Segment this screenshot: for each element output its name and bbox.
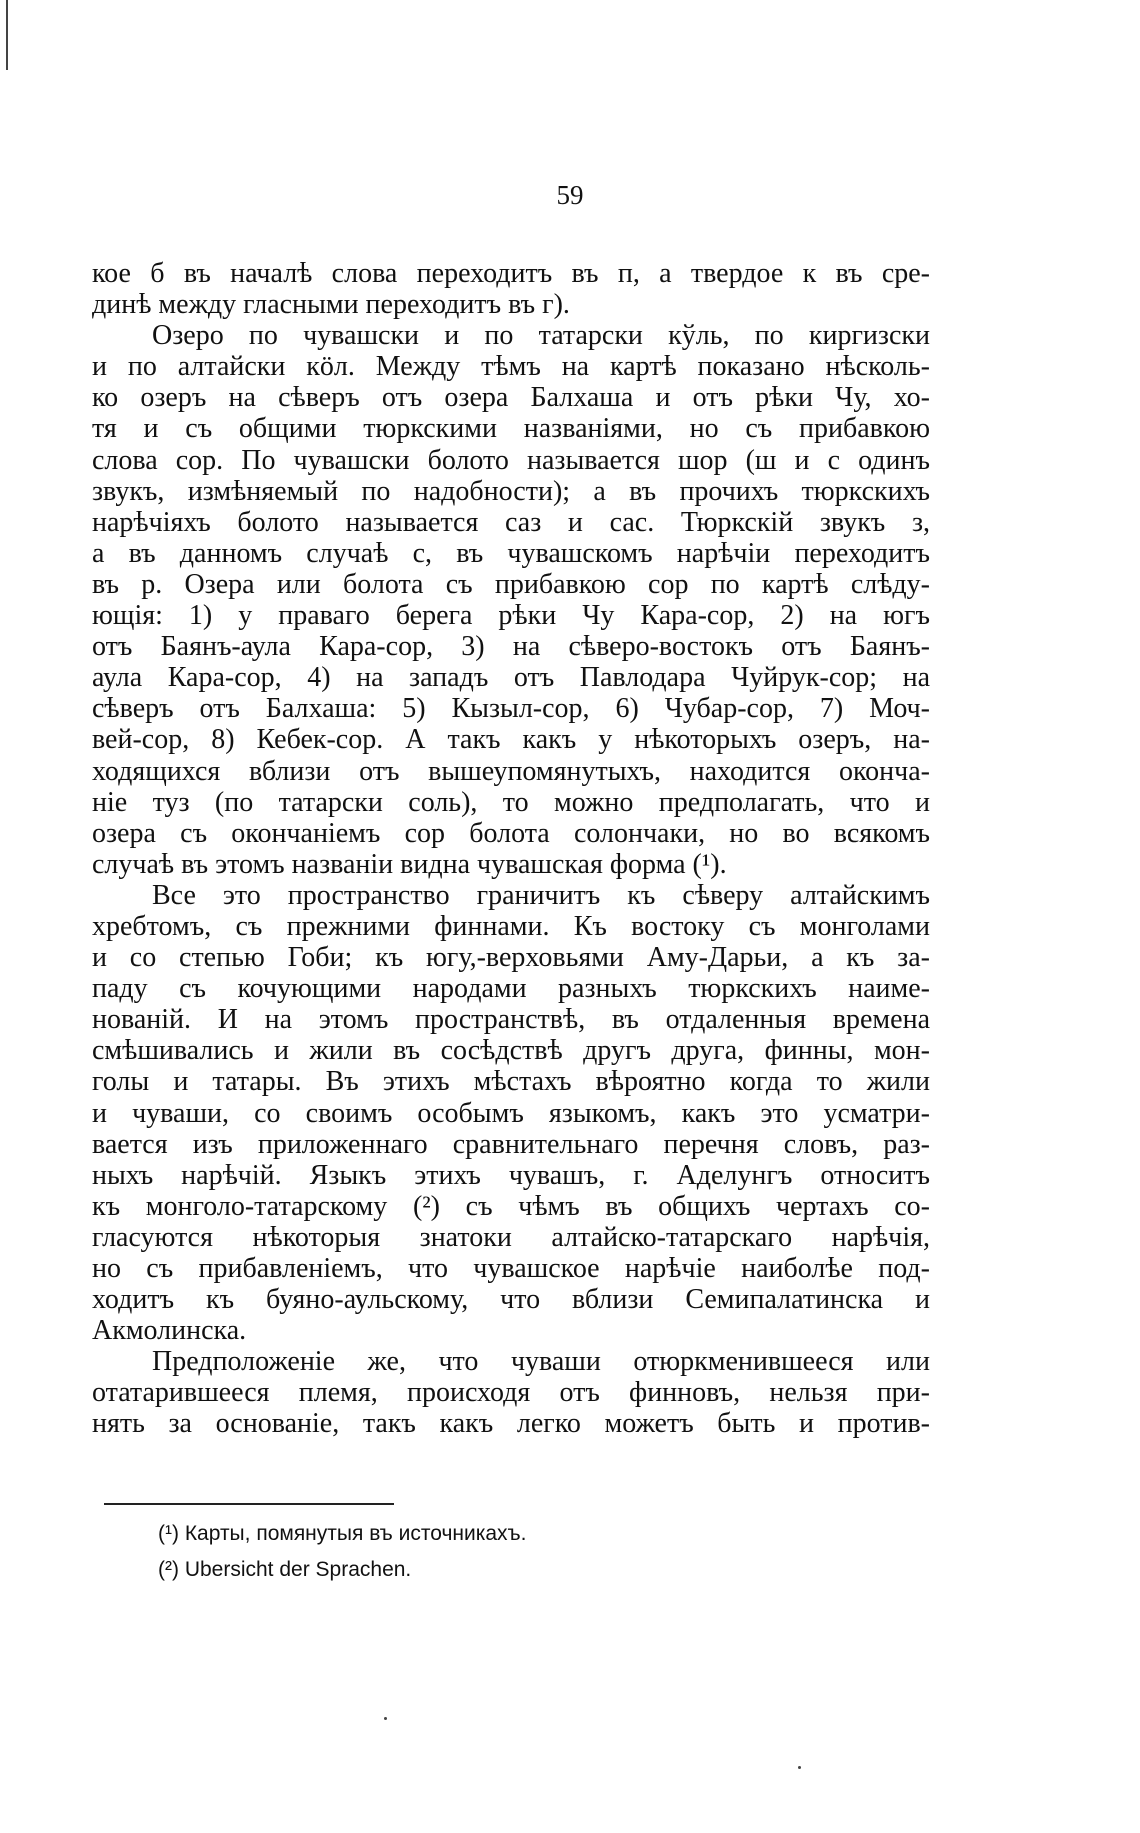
footnote-1: (¹) Карты, помянутыя въ источникахъ.: [158, 1522, 527, 1545]
text-line: отатарившееся племя, происходя отъ финновъ, нельзя при-: [92, 1377, 930, 1409]
text-line: а въ данномъ случаѣ с, въ чувашскомъ нарѣчіи переходитъ: [92, 537, 930, 569]
text-line: нарѣчіяхъ болото называется саз и сас. Тюркскій звукъ з,: [92, 506, 930, 538]
text-line: Все это пространство граничитъ къ сѣверу алтайскимъ: [152, 879, 930, 911]
text-line: голы и татары. Въ этихъ мѣстахъ вѣроятно когда то жили: [92, 1066, 930, 1098]
paragraph-1: [92, 258, 930, 320]
paragraph-3: [92, 880, 930, 1346]
text-line: хребтомъ, съ прежними финнами. Къ востоку съ монголами: [92, 910, 930, 942]
text-line: и чуваши, со своимъ особымъ языкомъ, какъ это усматри-: [92, 1097, 930, 1129]
text-line: паду съ кочующими народами разныхъ тюркскихъ наиме-: [92, 973, 930, 1005]
text-line: и по алтайски кӧл. Между тѣмъ на картѣ показано нѣсколь-: [92, 351, 930, 383]
scan-speck: [384, 1717, 387, 1720]
text-line: ходящихся вблизи отъ вышеупомянутыхъ, находится оконча-: [92, 755, 930, 787]
text-line: въ р. Озера или болота съ прибавкою сор по картѣ слѣду-: [92, 568, 930, 600]
footnote-2: (²) Ubersicht der Sprachen.: [158, 1558, 412, 1581]
text-line: аула Кара-сор, 4) на западъ отъ Павлодара Чуйрук-сор; на: [92, 662, 930, 694]
footnote-separator: [104, 1503, 394, 1505]
text-line: Озеро по чувашски и по татарски кўль, по киргизски: [152, 320, 930, 352]
text-line: ходитъ къ буяно-аульскому, что вблизи Семипалатинска и: [92, 1284, 930, 1316]
text-line: Акмолинска.: [92, 1315, 247, 1347]
page-number: 59: [556, 180, 584, 210]
text-line: гласуются нѣкоторыя знатоки алтайско-татарскаго нарѣчія,: [92, 1221, 930, 1253]
text-line: къ монголо-татарскому (²) съ чѣмъ въ общихъ чертахъ со-: [92, 1190, 930, 1222]
text-line: нованій. И на этомъ пространствѣ, въ отдаленныя времена: [92, 1004, 930, 1036]
text-line: и со степью Гоби; къ югу,-верховьями Аму-Дарьи, а къ за-: [92, 942, 930, 974]
scan-edge-line: [6, 0, 8, 70]
text-line: случаѣ въ этомъ названіи видна чувашская форма (¹).: [92, 848, 727, 880]
text-line: озера съ окончаніемъ сор болота солончаки, но во всякомъ: [92, 817, 930, 849]
text-line: звукъ, измѣняемый по надобности); а въ прочихъ тюркскихъ: [92, 475, 930, 507]
text-line: тя и съ общими тюркскими названіями, но съ прибавкою: [92, 413, 930, 445]
text-line: смѣшивались и жили въ сосѣдствѣ другъ друга, финны, мон-: [92, 1035, 930, 1067]
text-line: вается изъ приложеннаго сравнительнаго перечня словъ, раз-: [92, 1128, 930, 1160]
text-line: но съ прибавленіемъ, что чувашское нарѣчіе наиболѣе под-: [92, 1253, 930, 1284]
main-text: [92, 258, 930, 1440]
text-line: ныхъ нарѣчій. Языкъ этихъ чувашъ, г. Аделунгъ относитъ: [92, 1159, 930, 1191]
text-line: кое б въ началѣ слова переходитъ въ п, а твердое к въ сре-: [92, 258, 930, 289]
text-line: ніе туз (по татарски соль), то можно предполагать, что и: [92, 786, 930, 818]
text-line: сѣверъ отъ Балхаша: 5) Кызыл-сор, 6) Чубар-сор, 7) Моч-: [92, 693, 930, 725]
footnotes: [158, 1516, 527, 1588]
text-line: динѣ между гласными переходитъ въ г).: [92, 289, 570, 321]
text-line: отъ Баянъ-аула Кара-сор, 3) на сѣверо-востокъ отъ Баянъ-: [92, 631, 930, 663]
paragraph-4: [92, 1346, 930, 1439]
scan-speck: [798, 1766, 801, 1769]
text-line: слова сор. По чувашски болото называется шор (ш и с одинъ: [92, 444, 930, 476]
text-line: нять за основаніе, такъ какъ легко можетъ быть и против-: [92, 1408, 930, 1440]
paragraph-2: [92, 320, 930, 880]
text-line: вей-сор, 8) Кебек-сор. А такъ какъ у нѣкоторыхъ озеръ, на-: [92, 724, 930, 756]
text-line: ющія: 1) у праваго берега рѣки Чу Кара-сор, 2) на югъ: [92, 600, 930, 632]
text-line: ко озеръ на сѣверъ отъ озера Балхаша и отъ рѣки Чу, хо-: [92, 382, 930, 414]
text-line: Предположеніе же, что чуваши отюркменившееся или: [152, 1346, 930, 1378]
